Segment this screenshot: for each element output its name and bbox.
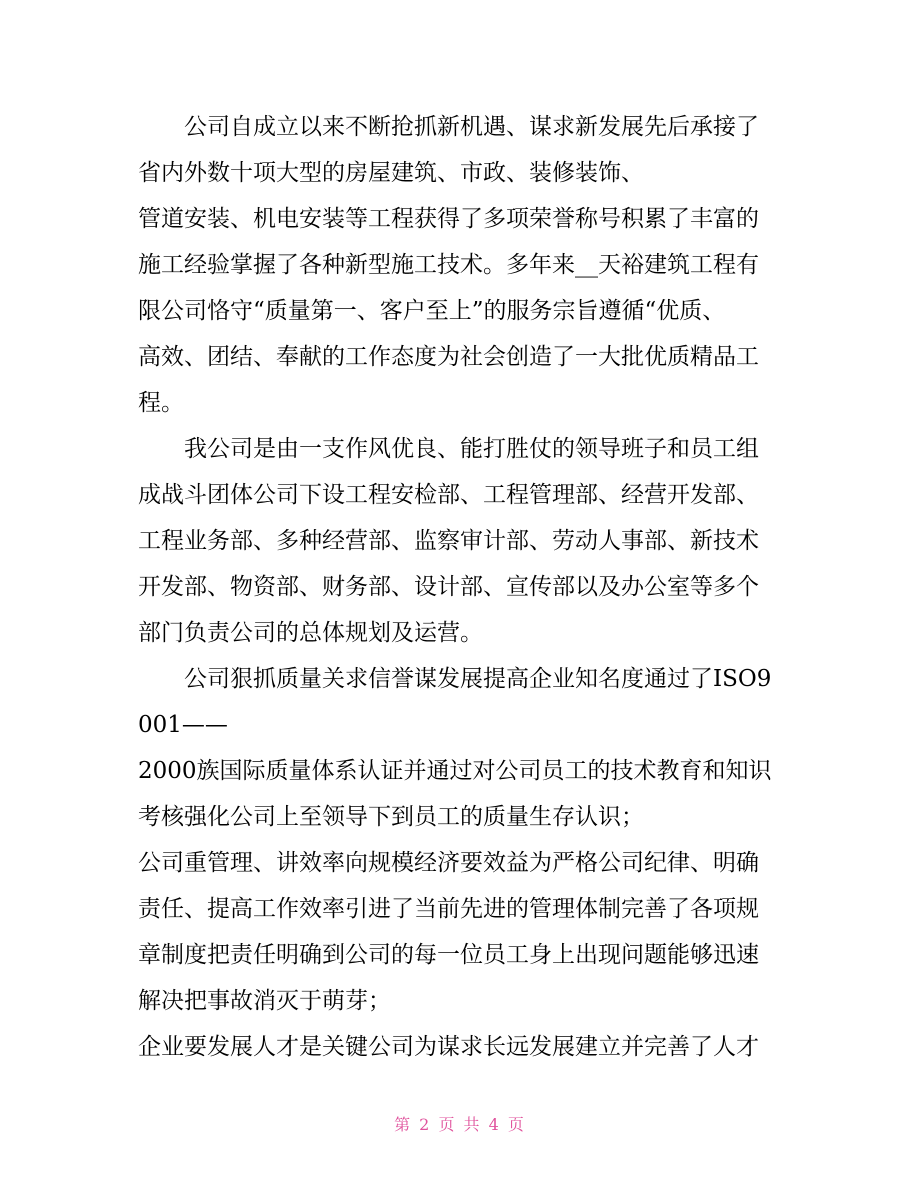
- text-line: 章制度把责任明确到公司的每一位员工身上出现问题能够迅速: [138, 942, 759, 968]
- document-body: [138, 104, 788, 1070]
- text-line: 程。: [138, 390, 184, 416]
- text-line: 成战斗团体公司下设工程安检部、工程管理部、经营开发部、: [138, 482, 759, 508]
- text-line: 高效、团结、奉献的工作态度为社会创造了一大批优质精品工: [138, 344, 759, 370]
- text-line: 责任、提高工作效率引进了当前先进的管理体制完善了各项规: [138, 896, 759, 922]
- text-line: 工程业务部、多种经营部、监察审计部、劳动人事部、新技术: [138, 528, 759, 554]
- text-line: 001——: [138, 712, 228, 738]
- text-line: 管道安装、机电安装等工程获得了多项荣誉称号积累了丰富的: [138, 206, 759, 232]
- text-line: 限公司恪守“质量第一、客户至上”的服务宗旨遵循“优质、: [138, 298, 726, 324]
- text-line: 解决把事故消灭于萌芽；: [138, 988, 391, 1014]
- text-line: 考核强化公司上至领导下到员工的质量生存认识；: [138, 804, 644, 830]
- text-line: 开发部、物资部、财务部、设计部、宣传部以及办公室等多个: [138, 574, 759, 600]
- text-line: 施工经验掌握了各种新型施工技术。多年来__天裕建筑工程有: [138, 252, 759, 278]
- text-line: 2000族国际质量体系认证并通过对公司员工的技术教育和知识: [138, 758, 772, 784]
- text-line: 我公司是由一支作风优良、能打胜仗的领导班子和员工组: [184, 436, 759, 462]
- text-line: 省内外数十项大型的房屋建筑、市政、装修装饰、: [138, 160, 644, 186]
- text-line: 公司狠抓质量关求信誉谋发展提高企业知名度通过了ISO9: [184, 666, 772, 692]
- text-line: 公司重管理、讲效率向规模经济要效益为严格公司纪律、明确: [138, 850, 759, 876]
- page-number-footer: 第 2 页 共 4 页: [394, 1115, 526, 1134]
- text-line: 公司自成立以来不断抢抓新机遇、谋求新发展先后承接了: [184, 114, 759, 140]
- text-line: 部门负责公司的总体规划及运营。: [138, 620, 483, 646]
- text-line: 企业要发展人才是关键公司为谋求长远发展建立并完善了人才: [138, 1034, 759, 1060]
